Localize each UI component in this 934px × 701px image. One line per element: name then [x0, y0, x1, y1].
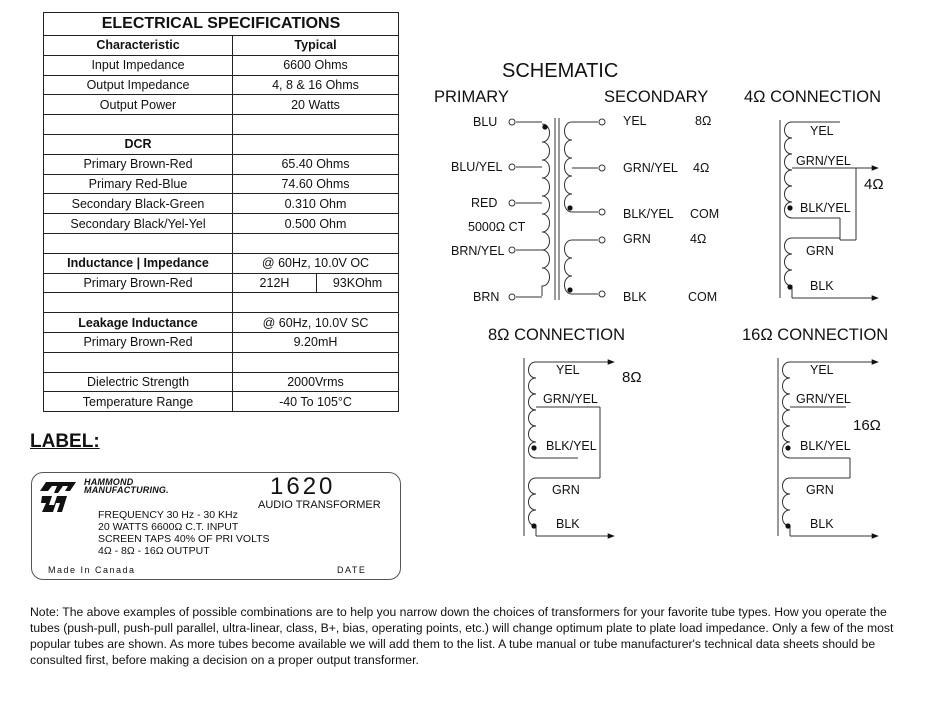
secondary-wire-label: GRN/YEL — [623, 161, 678, 175]
primary-tap-label: BRN/YEL — [451, 244, 505, 258]
output-impedance: 8Ω — [622, 369, 642, 386]
wire-label: BLK — [810, 517, 834, 531]
secondary-wire-label: GRN — [623, 232, 651, 246]
secondary-tap-label: COM — [690, 207, 720, 221]
row-value: -40 To 105°C — [233, 392, 399, 412]
inductance-condition: @ 60Hz, 10.0V OC — [233, 253, 399, 273]
wire-label: BLK/YEL — [800, 439, 851, 453]
primary-tap-label: BLU — [473, 115, 498, 129]
column-header-typical: Typical — [233, 36, 399, 56]
dcr-heading: DCR — [44, 134, 233, 154]
secondary-tap-label: 4Ω — [690, 232, 707, 246]
primary-tap-label: BLU/YEL — [451, 160, 503, 174]
primary-tap-label: BRN — [473, 290, 500, 304]
connection-title: 8Ω CONNECTION — [488, 326, 626, 344]
row-label: Primary Brown-Red — [44, 154, 233, 174]
inductance-value: 212H — [233, 274, 317, 293]
wire-label: GRN — [806, 244, 834, 258]
connection-title: 16Ω CONNECTION — [742, 326, 889, 344]
row-label: Dielectric Strength — [44, 372, 233, 392]
wire-label: BLK — [556, 517, 580, 531]
wire-label: BLK/YEL — [546, 439, 597, 453]
table-title: ELECTRICAL SPECIFICATIONS — [44, 13, 399, 36]
secondary-winding-upper — [565, 122, 573, 212]
connection-title: 4Ω CONNECTION — [744, 88, 882, 106]
model-number: 1620 — [270, 473, 336, 500]
column-header-characteristic: Characteristic — [44, 36, 233, 56]
primary-tap-label: RED — [471, 196, 498, 210]
row-label: Input Impedance — [44, 55, 233, 75]
wire-label: BLK — [810, 279, 834, 293]
secondary-wire-label: YEL — [623, 114, 647, 128]
wire-label: BLK/YEL — [800, 201, 851, 215]
label-spec-line: 4Ω - 8Ω - 16Ω OUTPUT — [98, 545, 210, 557]
output-impedance: 16Ω — [853, 417, 881, 434]
row-value: 9.20mH — [233, 332, 399, 352]
inductance-heading: Inductance | Impedance — [44, 253, 233, 273]
date-field: DATE — [337, 565, 367, 575]
row-value: 74.60 Ohms — [233, 174, 399, 194]
row-label: Output Power — [44, 95, 233, 115]
row-value: 65.40 Ohms — [233, 154, 399, 174]
footnote: Note: The above examples of possible combinations are to help you narrow down the choices of transformers for your favorite tube types. How you operate the tubes (push-pull, push-pull parallel, ultra-linear, class, B+, bias, operating points, etc.) will change optimum plate to plate load impedance. Only a few of the most popular tubes are shown. As more tubes become available we will add them to the list. A tube manual or tube manufacturer's technical data sheets should be consulted first, before making a decision on a proper output transformer. — [30, 605, 894, 667]
row-value: 0.500 Ohm — [233, 214, 399, 234]
output-impedance: 4Ω — [864, 176, 884, 193]
secondary-tap-label: COM — [688, 290, 718, 304]
connection-4-ohm — [744, 88, 884, 298]
wire-label: GRN — [806, 483, 834, 497]
row-label: Primary Brown-Red — [44, 273, 233, 293]
label-spec-line: 20 WATTS 6600Ω C.T. INPUT — [98, 521, 239, 533]
secondary-tap-label: 8Ω — [695, 114, 712, 128]
secondary-wire-label: BLK — [623, 290, 647, 304]
impedance-value: 93KOhm — [332, 275, 383, 290]
secondary-winding-lower — [565, 240, 573, 294]
row-label: Primary Red-Blue — [44, 174, 233, 194]
product-type: AUDIO TRANSFORMER — [258, 499, 381, 511]
primary-heading: PRIMARY — [434, 88, 509, 106]
wire-label: YEL — [810, 363, 834, 377]
brand-name: HAMMOND MANUFACTURING. — [84, 477, 169, 495]
connection-16-ohm — [742, 326, 888, 536]
secondary-wire-label: BLK/YEL — [623, 207, 674, 221]
wire-label: YEL — [556, 363, 580, 377]
label-heading: LABEL: — [30, 431, 100, 452]
row-label: Temperature Range — [44, 392, 233, 412]
row-value: 0.310 Ohm — [233, 194, 399, 214]
row-label: Primary Brown-Red — [44, 332, 233, 352]
row-value: 20 Watts — [233, 95, 399, 115]
primary-winding — [542, 124, 550, 296]
leakage-heading: Leakage Inductance — [44, 313, 233, 333]
wire-label: YEL — [810, 124, 834, 138]
row-value: 4, 8 & 16 Ohms — [233, 75, 399, 95]
row-label: Secondary Black/Yel-Yel — [44, 214, 233, 234]
secondary-tap-label: 4Ω — [693, 161, 710, 175]
wire-label: GRN — [552, 483, 580, 497]
row-value: 2000Vrms — [233, 372, 399, 392]
schematic-title: SCHEMATIC — [502, 60, 619, 82]
wire-label: GRN/YEL — [796, 154, 851, 168]
wire-label: GRN/YEL — [543, 392, 598, 406]
primary-tap-label: 5000Ω CT — [468, 220, 526, 234]
row-label: Secondary Black-Green — [44, 194, 233, 214]
secondary-heading: SECONDARY — [604, 88, 709, 106]
made-in: Made In Canada — [48, 565, 136, 575]
leakage-condition: @ 60Hz, 10.0V SC — [233, 313, 399, 333]
label-spec-line: FREQUENCY 30 Hz - 30 KHz — [98, 509, 238, 521]
connection-8-ohm — [488, 326, 642, 536]
main-schematic — [434, 60, 719, 304]
row-value: 6600 Ohms — [233, 55, 399, 75]
row-label: Output Impedance — [44, 75, 233, 95]
label-spec-line: SCREEN TAPS 40% OF PRI VOLTS — [98, 533, 270, 545]
wire-label: GRN/YEL — [796, 392, 851, 406]
